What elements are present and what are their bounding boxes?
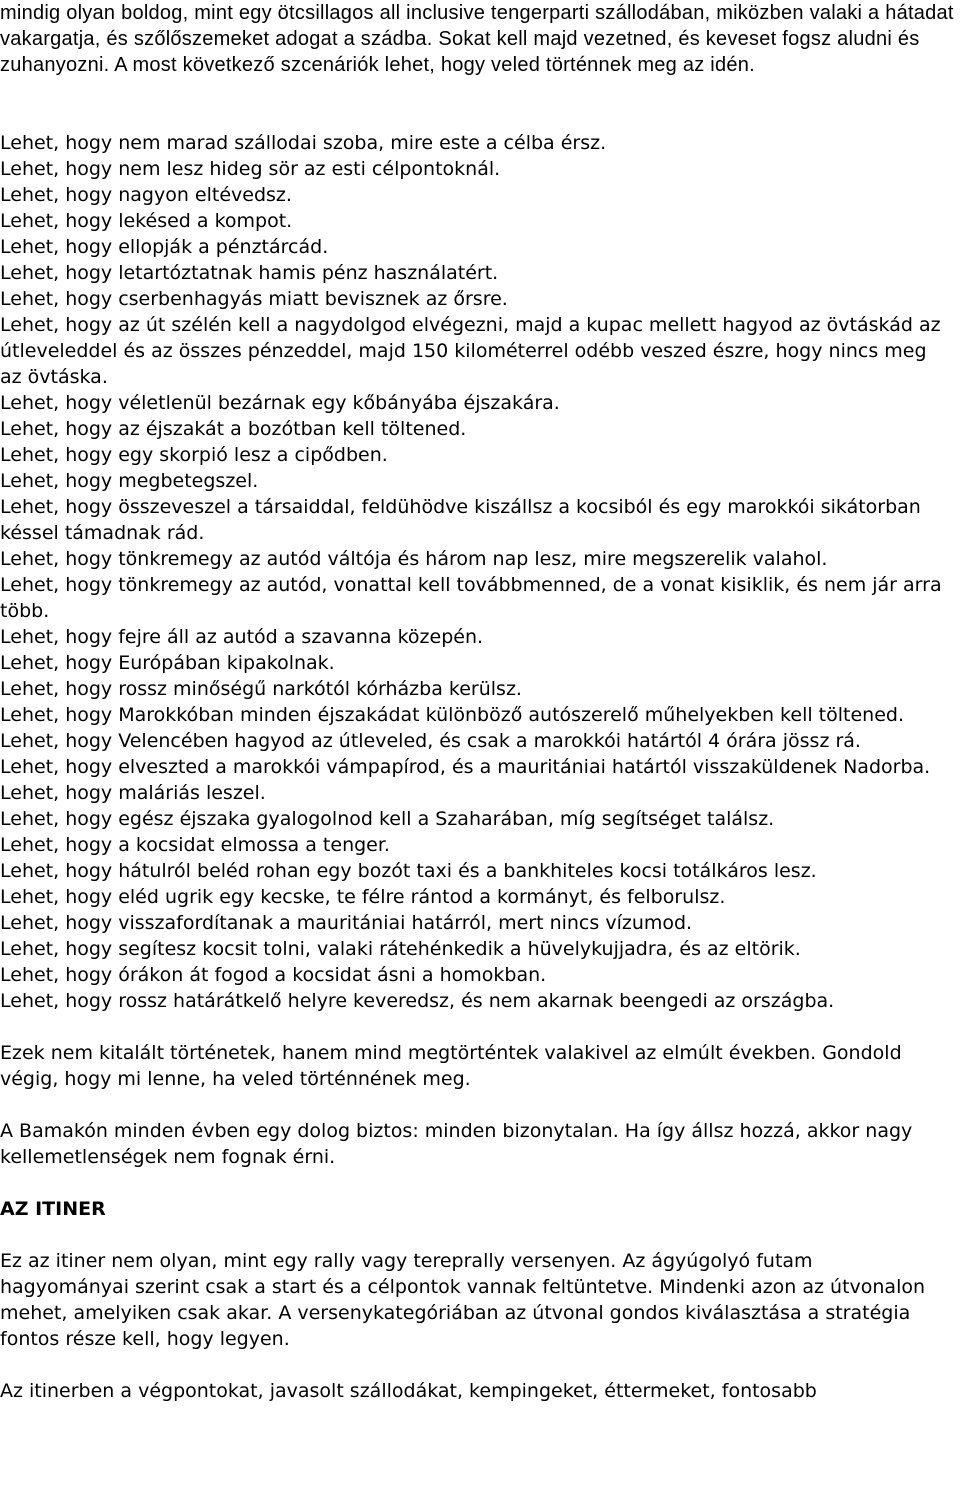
scenario-line: Lehet, hogy nem lesz hideg sör az esti célpontoknál. (0, 158, 501, 180)
scenario-line: Lehet, hogy nagyon eltévedsz. (0, 184, 292, 206)
scenario-line: Lehet, hogy véletlenül bezárnak egy kőbányába éjszakára. (0, 392, 560, 414)
closing-paragraph: Ezek nem kitalált történetek, hanem mind megtörténtek valakivel az elmúlt években. Gondold végig, hogy mi lenne, ha veled történnének meg. (0, 1042, 902, 1090)
scenario-line: Lehet, hogy Marokkóban minden éjszakádat különböző autószerelő műhelyekben kell töltened. (0, 704, 904, 726)
scenario-line: Lehet, hogy összeveszel a társaiddal, feldühödve kiszállsz a kocsiból és egy marokkói sikátorban késsel támadnak rád. (0, 496, 921, 544)
paragraph-spacer (0, 1092, 945, 1118)
scenario-line: Lehet, hogy egy skorpió lesz a cipődben. (0, 444, 388, 466)
scenario-line: Lehet, hogy letartóztatnak hamis pénz használatért. (0, 262, 499, 284)
paragraph-spacer (0, 1352, 945, 1378)
itiner-paragraph: Ez az itiner nem olyan, mint egy rally vagy tereprally versenyen. Az ágyúgolyó futam hagyományai szerint csak a start és a célpontok vannak feltüntetve. Mindenki azon az útvonalon mehet, amelyiken csak akar. A versenykategóriában az útvonal gondos kiválasztása a stratégia fontos része kell, hogy legyen. (0, 1250, 926, 1350)
scenario-line: Lehet, hogy fejre áll az autód a szavanna közepén. (0, 626, 484, 648)
scenario-line: Lehet, hogy a kocsidat elmossa a tenger. (0, 834, 390, 856)
scenario-line: Lehet, hogy az út szélén kell a nagydolgod elvégezni, majd a kupac mellett hagyod az övtáskád az útleveleddel és az összes pénzeddel, majd 150 kilométerrel odébb veszed észre, hogy nincs meg az övtáska. (0, 314, 941, 388)
scenario-list (0, 130, 945, 1014)
scenario-line: Lehet, hogy visszafordítanak a mauritániai határról, mert nincs vízumod. (0, 912, 693, 934)
scenario-line: Lehet, hogy tönkremegy az autód váltója és három nap lesz, mire megszerelik valahol. (0, 548, 828, 570)
closing-paragraph: A Bamakón minden évben egy dolog biztos: minden bizonytalan. Ha így állsz hozzá, akkor nagy kellemetlenségek nem fognak érni. (0, 1120, 913, 1168)
paragraph-spacer (0, 1170, 945, 1196)
scenario-line: Lehet, hogy az éjszakát a bozótban kell töltened. (0, 418, 467, 440)
scenario-line: Lehet, hogy rossz határátkelő helyre keveredsz, és nem akarnak beengedi az országba. (0, 990, 835, 1012)
scenario-line: Lehet, hogy tönkremegy az autód, vonattal kell továbbmenned, de a vonat kisiklik, és nem jár arra több. (0, 574, 942, 622)
scenario-line: Lehet, hogy segítesz kocsit tolni, valaki rátehénkedik a hüvelykujjadra, és az eltörik. (0, 938, 801, 960)
paragraph-spacer (0, 1222, 945, 1248)
scenario-line: Lehet, hogy lekésed a kompot. (0, 210, 293, 232)
scenario-line: Lehet, hogy nem marad szállodai szoba, mire este a célba érsz. (0, 132, 607, 154)
scenario-line: Lehet, hogy ellopják a pénztárcád. (0, 236, 329, 258)
scenario-line: Lehet, hogy rossz minőségű narkótól kórházba kerülsz. (0, 678, 522, 700)
scenario-line: Lehet, hogy órákon át fogod a kocsidat ásni a homokban. (0, 964, 547, 986)
intro-paragraph: mindig olyan boldog, mint egy ötcsillagos all inclusive tengerparti szállodában, miközben valaki a hátadat vakargatja, és szőlőszemeket adogat a szádba. Sokat kell majd vezetned, és keveset fogsz aludni és zuhanyozni. A most következő szcenáriók lehet, hogy veled történnek meg az idén. (0, 2, 954, 76)
scenario-line: Lehet, hogy Európában kipakolnak. (0, 652, 335, 674)
scenario-line: Lehet, hogy elveszted a marokkói vámpapírod, és a mauritániai határtól visszaküldenek Nadorba. (0, 756, 931, 778)
section-heading: AZ ITINER (0, 1198, 106, 1220)
scenario-line: Lehet, hogy Velencében hagyod az útleveled, és csak a marokkói határtól 4 órára jössz rá. (0, 730, 861, 752)
scenario-line: Lehet, hogy cserbenhagyás miatt bevisznek az őrsre. (0, 288, 508, 310)
document-body (0, 130, 945, 1404)
last-line: Az itinerben a végpontokat, javasolt szállodákat, kempingeket, éttermeket, fontosabb (0, 1380, 817, 1402)
scenario-line: Lehet, hogy hátulról beléd rohan egy bozót taxi és a bankhiteles kocsi totálkáros lesz. (0, 860, 817, 882)
scenario-line: Lehet, hogy eléd ugrik egy kecske, te félre rántod a kormányt, és felborulsz. (0, 886, 726, 908)
paragraph-spacer (0, 1014, 945, 1040)
scenario-line: Lehet, hogy megbetegszel. (0, 470, 259, 492)
scenario-line: Lehet, hogy egész éjszaka gyalogolnod kell a Szaharában, míg segítséget találsz. (0, 808, 775, 830)
scenario-line: Lehet, hogy maláriás leszel. (0, 782, 266, 804)
